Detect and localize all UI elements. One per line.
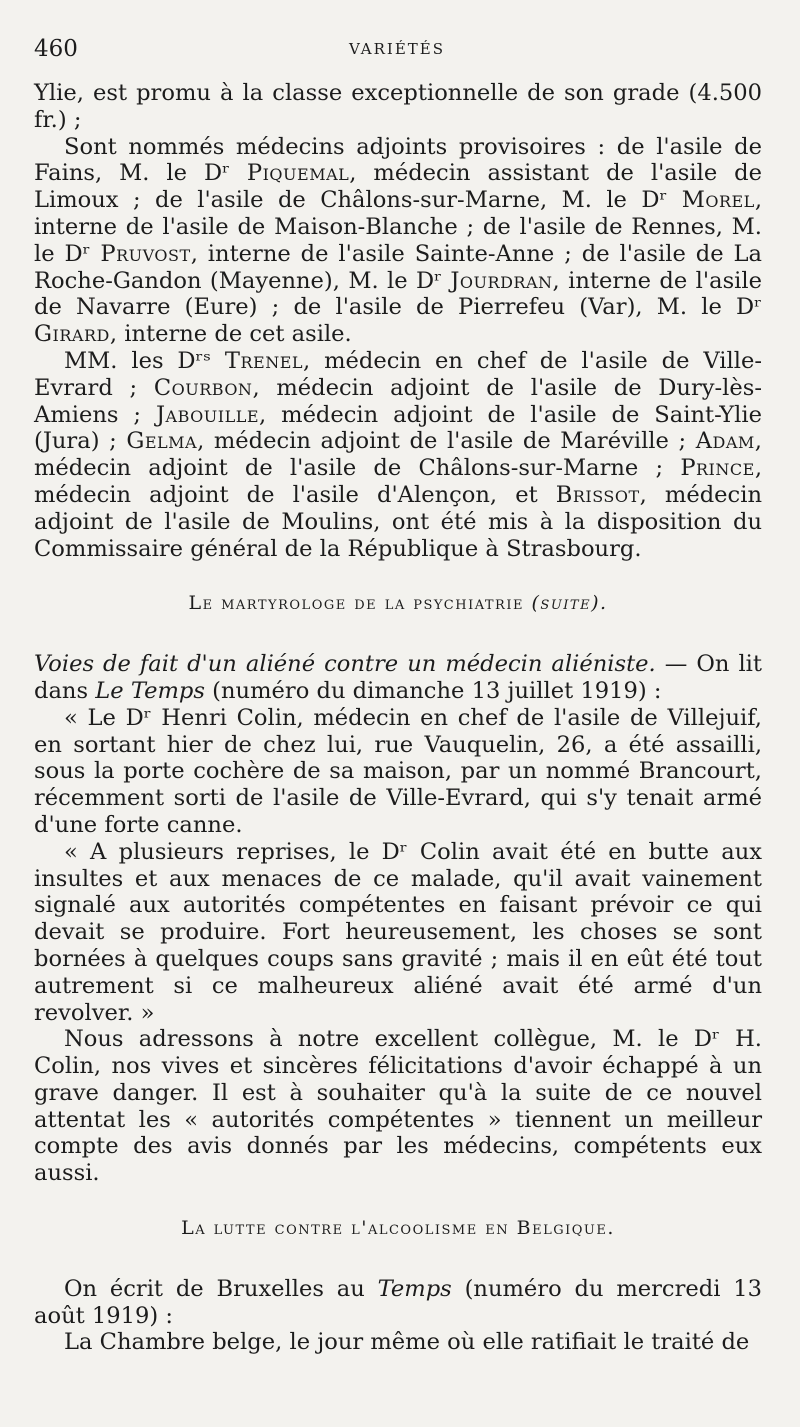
running-head: VARIÉTÉS xyxy=(348,40,446,58)
text-run: , médecin assistant de l'asile de Limoux ; de l'asile de Châlons-sur-Marne, M. le Dʳ xyxy=(34,160,762,214)
section-title-alcoolisme xyxy=(34,1215,762,1242)
section-title-text: La lutte contre l'alcoolisme en Belgique. xyxy=(181,1217,615,1240)
paragraph-text: La Chambre belge, le jour même où elle ratifiait le traité de xyxy=(64,1329,750,1356)
text-run: , médecin adjoint de l'asile de Saint-Ylie (Jura) ; xyxy=(34,401,762,455)
paragraph-text: Nous adressons à notre excellent collègue, M. le Dʳ H. Colin, nos vives et sincères félicitations d'avoir échappé à un grave danger. Il est à souhaiter qu'à la suite de ce nouvel attentat les « autorités compétentes » tiennent un meilleur compte des avis donnés par les médecins, compétents eux aussi. xyxy=(34,1026,762,1187)
text-run: , médecin adjoint de l'asile d'Alençon, et xyxy=(34,455,762,508)
name-adam: Adam xyxy=(695,428,755,455)
paragraph-promotion xyxy=(34,80,762,134)
text-run: , médecin adjoint de l'asile de Dury-lès-Amiens ; xyxy=(34,374,762,428)
name-jourdran: Jourdran xyxy=(450,267,553,294)
name-courbon: Courbon xyxy=(153,374,253,401)
paragraph-text: « A plusieurs reprises, le Dʳ Colin avait été en butte aux insultes et aux menaces de ce malade, qu'il avait vainement signalé aux autorités compétentes en faisant prévoir ce qui devait se produire. Fort heureusement, les choses se sont bornées à quelques coups sans gravité ; mais il en eût été tout autrement si ce malheureux aliéné avait été armé d'un revolver. » xyxy=(34,838,762,1026)
text-run: , interne de cet asile. xyxy=(109,321,352,348)
paragraph-voies-de-fait xyxy=(34,651,762,705)
text-run: On écrit de Bruxelles au xyxy=(64,1275,378,1302)
paragraph-quote-1 xyxy=(34,705,762,839)
subheading-italic: Voies de fait d'un aliéné contre un médecin aliéniste. xyxy=(34,651,656,678)
paragraph-chambre-belge xyxy=(34,1329,762,1356)
section-title-text: Le martyrologe de la psychiatrie xyxy=(188,592,524,615)
newspaper-title: Temps xyxy=(377,1275,452,1302)
name-gelma: Gelma xyxy=(126,428,198,455)
text-run: — On lit dans xyxy=(34,651,762,704)
name-pruvost: Pruvost xyxy=(100,240,191,267)
text-run: (numéro du mercredi 13 août 1919) : xyxy=(34,1275,762,1329)
text-run: (numéro du dimanche 13 juillet 1919) : xyxy=(205,677,662,704)
paragraph-appointments xyxy=(34,134,762,348)
name-morel: Morel xyxy=(681,187,755,214)
paragraph-text: Ylie, est promu à la classe exceptionnelle de son grade (4.500 fr.) ; xyxy=(34,80,762,133)
page-number: 460 xyxy=(34,36,78,62)
name-piquemal: Piquemal xyxy=(246,160,350,187)
text-run: Sont nommés médecins adjoints provisoires : de l'asile de Fains, M. le Dʳ xyxy=(34,133,762,187)
paragraph-bruxelles xyxy=(34,1276,762,1330)
paragraph-quote-2 xyxy=(34,839,762,1027)
text-run: MM. les Dʳˢ xyxy=(64,347,225,374)
paragraph-felicitations xyxy=(34,1026,762,1187)
name-girard: Girard xyxy=(34,321,110,348)
section-title-suffix: (suite). xyxy=(531,592,608,615)
text-run: , interne de l'asile Sainte-Anne ; de l'asile de La Roche-Gandon (Mayenne), M. le Dʳ xyxy=(34,240,763,294)
text-run: , médecin adjoint de l'asile de Maréville ; xyxy=(197,428,696,455)
page-header xyxy=(34,36,760,76)
name-brissot: Brissot xyxy=(555,481,640,508)
page-body xyxy=(34,80,762,1356)
text-run: , médecin adjoint de l'asile de Moulins, ont été mis à la disposition du Commissaire général de la République à Strasbourg. xyxy=(34,481,762,562)
text-run: , médecin adjoint de l'asile de Châlons-sur-Marne ; xyxy=(34,428,762,482)
name-prince: Prince xyxy=(680,455,755,482)
text-run: , interne de l'asile de Navarre (Eure) ; de l'asile de Pierrefeu (Var), M. le Dʳ xyxy=(34,267,762,321)
paragraph-text: « Le Dʳ Henri Colin, médecin en chef de l'asile de Villejuif, en sortant hier de chez lui, rue Vauquelin, 26, a été assailli, sous la porte cochère de sa maison, par un nommé Brancourt, récemment sorti de l'asile de Ville-Evrard, qui s'y tenait armé d'une forte canne. xyxy=(34,704,762,838)
name-jabouille: Jabouille xyxy=(155,401,260,428)
text-run: , interne de l'asile de Maison-Blanche ; de l'asile de Rennes, M. le Dʳ xyxy=(34,187,762,267)
text-run: , médecin en chef de l'asile de Ville-Evrard ; xyxy=(34,347,762,401)
paragraph-strasbourg xyxy=(34,348,762,562)
section-title-martyrologe xyxy=(34,590,762,617)
name-trenel: Trenel xyxy=(224,347,304,374)
newspaper-title: Le Temps xyxy=(95,677,205,704)
